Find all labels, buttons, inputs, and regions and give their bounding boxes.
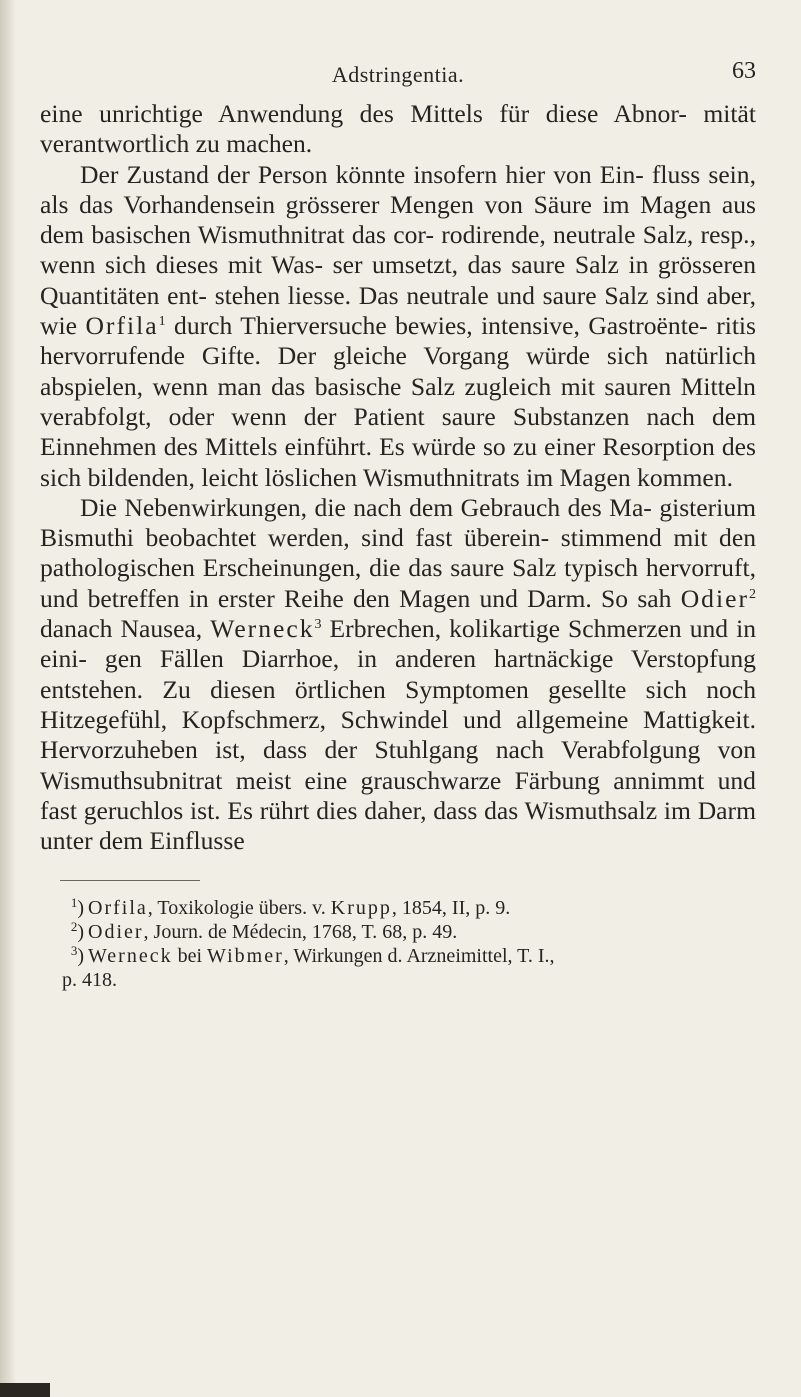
text-line: daher, dass das Wismuthsalz im Darm unter dem Einflusse xyxy=(40,795,756,856)
text-line: gen Fällen Diarrhoe, in anderen hartnäckige Verstopfung xyxy=(104,644,756,674)
text-line: gisterium Bismuthi beobachtet werden, sind fast überein- xyxy=(40,492,756,553)
text-line: Verabfolgung von Wismuthsubnitrat meist eine grauschwarze xyxy=(40,735,756,795)
text-line: rodirende, neutrale Salz, resp., wenn sich dieses mit Was- xyxy=(40,220,756,280)
paragraph-1 xyxy=(40,99,756,160)
author-name-orfila: Orfila xyxy=(85,311,159,341)
footnote-2: $^2$) Odier, Journ. de Médecin, 1768, T. 68, p. 49. xyxy=(70,919,458,943)
footnote-3: $^3$) Werneck bei Wibmer, Wirkungen d. Arzneimittel, T. I., xyxy=(70,943,555,967)
book-page xyxy=(40,0,757,991)
text-line: ritis hervorrufende Gifte. Der gleiche Vorgang würde sich xyxy=(40,311,757,371)
text-line: noch Hitzegefühl, Kopfschmerz, Schwindel und allgemeine xyxy=(40,674,756,734)
text-line: Erbrechen, kolikartige Schmerzen und in eini- xyxy=(40,614,756,674)
text-line: Säure im Magen aus dem basischen Wismuthnitrat das cor- xyxy=(40,189,756,250)
footnote-author: Krupp xyxy=(330,897,392,919)
footnote-3-continuation: p. 418. xyxy=(62,969,117,991)
footnote-text: , Journ. de Médecin, 1768, T. 68, p. 49. xyxy=(143,921,458,943)
footnote-author: Odier xyxy=(88,921,144,943)
footnote-1: $^1$) Orfila, Toxikologie übers. v. Krupp, 1854, II, p. 9. xyxy=(70,895,511,919)
footnote-text: bei xyxy=(172,945,203,967)
text-line: stimmend mit den pathologischen Erscheinungen, die das xyxy=(40,523,756,583)
text-line: Die Nebenwirkungen, die nach dem Gebrauch des Ma- xyxy=(80,492,652,522)
text-line: natürlich abspielen, wenn man das basische Salz zugleich xyxy=(40,341,756,401)
text-line: durch Thierversuche bewies, intensive, Gastroënte- xyxy=(174,311,708,341)
footnote-author: Orfila xyxy=(88,897,148,919)
text-line: saure Salz typisch hervorruft, und betreffen in erster Reihe xyxy=(40,553,757,613)
footnote-number: 3 xyxy=(70,943,78,958)
text-line: mität verantwortlich zu machen. xyxy=(40,99,756,159)
text-line: danach Nausea, xyxy=(40,614,203,644)
text-line: den Magen und Darm. So sah xyxy=(352,583,672,613)
text-line: mit sauren Mitteln verabfolgt, oder wenn der Patient saure xyxy=(40,371,756,431)
text-line: löslichen Wismuthnitrats im Magen kommen. xyxy=(264,462,733,492)
text-line: Mattigkeit. Hervorzuheben ist, dass der Stuhlgang nach xyxy=(40,704,756,765)
paragraph-2 xyxy=(40,160,756,493)
text-line: eine unrichtige Anwendung des Mittels für diese Abnor- xyxy=(40,99,687,128)
footnotes xyxy=(62,896,756,992)
page-header xyxy=(40,0,756,90)
scan-edge-mark xyxy=(0,1383,50,1397)
footnote-text: , 1854, II, p. 9. xyxy=(391,897,511,919)
author-name-odier: Odier xyxy=(680,583,749,613)
page-number: 63 xyxy=(732,58,756,84)
text-line: Der Zustand der Person könnte insofern hier von Ein- xyxy=(80,159,644,189)
footnote-author: Wibmer xyxy=(207,945,284,967)
footnote-ref: 3 xyxy=(314,617,322,633)
text-line: würde so zu einer Resorption des sich bildenden, leicht xyxy=(40,432,756,492)
text-line: fluss sein, als das Vorhandensein grösserer Mengen von xyxy=(40,159,756,219)
footnote-ref: 1 xyxy=(158,314,166,330)
footnote-number: 1 xyxy=(70,895,78,910)
author-name-werneck: Werneck xyxy=(210,614,315,644)
text-line: Substanzen nach dem Einnehmen des Mittels einführt. Es xyxy=(40,401,757,462)
footnote-author: Werneck xyxy=(88,945,173,967)
text-line: entstehen. Zu diesen örtlichen Symptomen gesellte sich xyxy=(40,674,687,704)
text-line: stehen liesse. Das neutrale und saure Salz sind aber, wie xyxy=(40,280,756,341)
footnote-text: , Toxikologie übers. v. xyxy=(147,897,326,919)
text-line: Färbung annimmt und fast geruchlos ist. Es rührt dies xyxy=(40,765,756,825)
body-text xyxy=(40,99,756,856)
paragraph-3 xyxy=(40,493,756,857)
running-title: Adstringentia. xyxy=(331,62,465,87)
footnote-ref: 2 xyxy=(748,586,756,602)
text-line: ser umsetzt, das saure Salz in grösseren Quantitäten ent- xyxy=(40,250,757,310)
footnote-text: , Wirkungen d. Arzneimittel, T. I., xyxy=(283,945,555,967)
footnote-number: 2 xyxy=(70,919,78,934)
book-spine-shadow xyxy=(0,0,16,1397)
footnote-separator xyxy=(60,880,200,881)
